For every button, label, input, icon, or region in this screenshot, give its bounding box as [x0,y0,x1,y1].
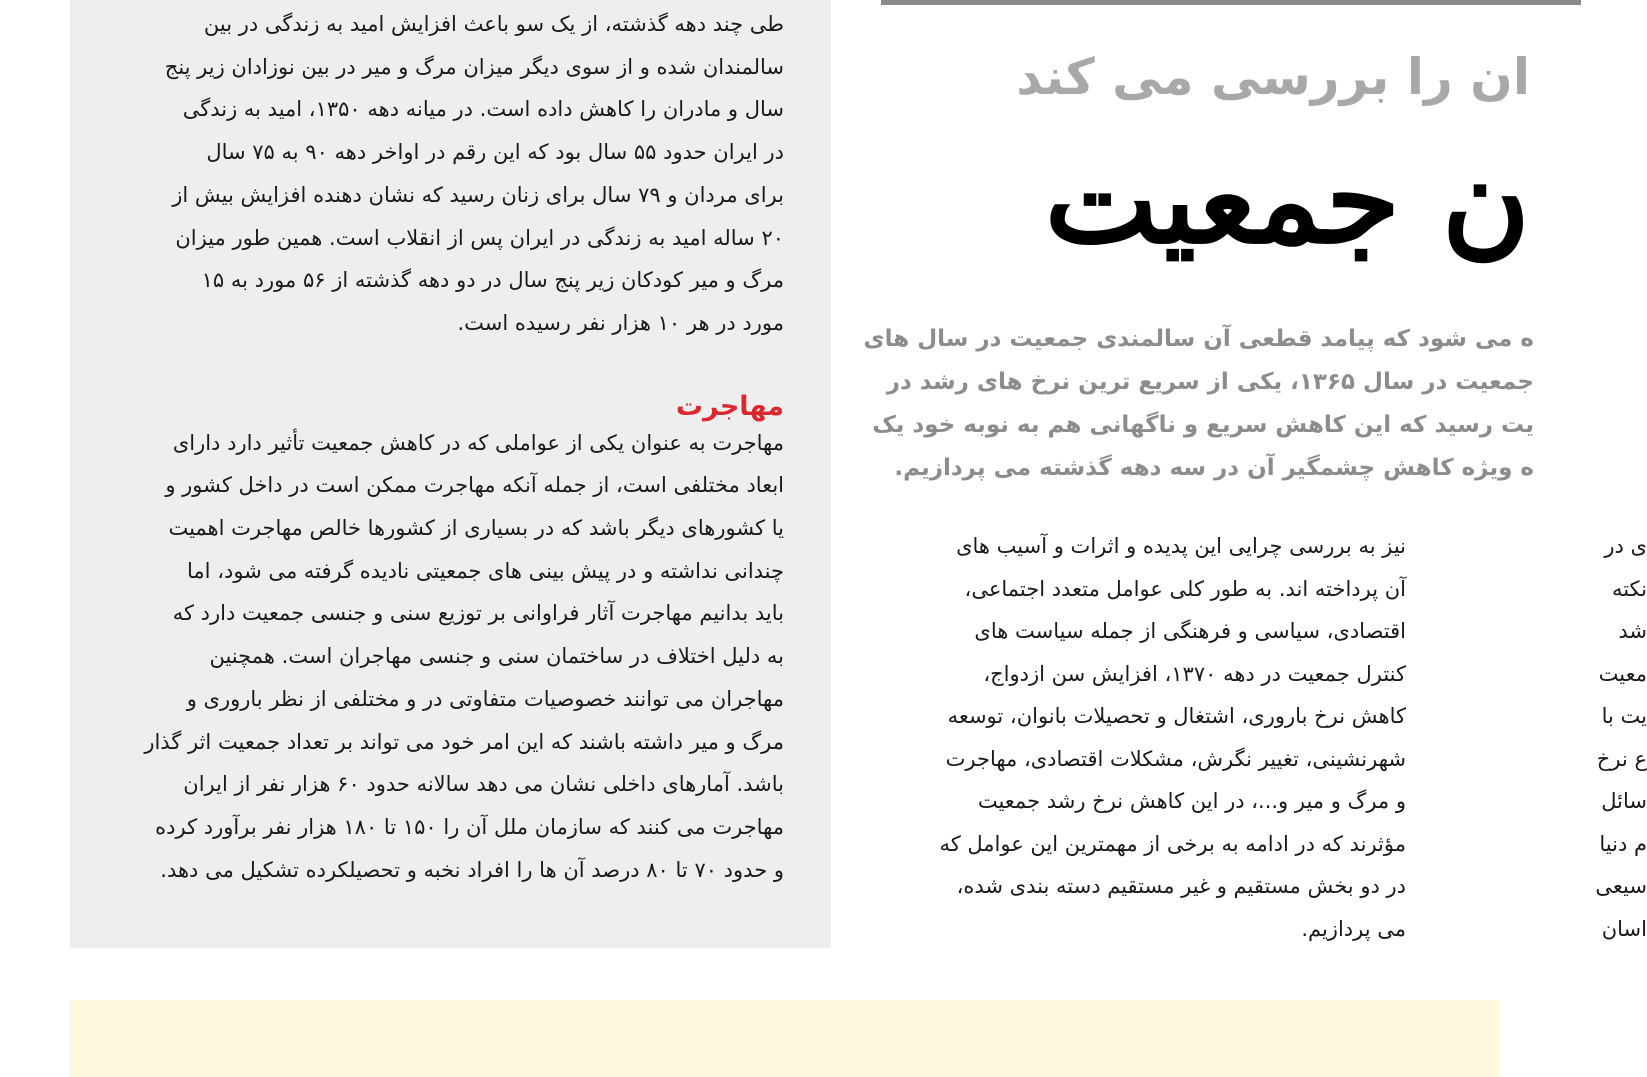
text-line: کنترل جمعیت در دهه ۱۳۷۰، افزایش سن ازدواج، [983,661,1406,686]
text-line: مهاجران می توانند خصوصیات متفاوتی در و مختلفی از نظر باروری و [186,686,784,711]
text-line: در ایران حدود ۵۵ سال بود که این رقم در اواخر دهه ۹۰ به ۷۵ سال [206,140,784,165]
text-line: مهاجرت به عنوان یکی از عواملی که در کاهش جمعیت تأثیر دارد دارای [172,430,784,455]
text-line: به دلیل اختلاف در ساختمان سنی و جنسی مهاجران است. همچنین [209,644,784,669]
text-line: معیت [1598,661,1647,686]
lead-line: جمعیت در سال ۱۳۶۵، یکی از سریع ترین نرخ های رشد در [886,369,1534,395]
sidebar-text-column [122,0,784,891]
text-line: نکته [1611,576,1647,601]
article-headline: ن جمعیت [1044,130,1530,271]
migration-paragraph [122,422,784,892]
text-line: ع نرخ [1596,746,1647,771]
text-line: م دنیا [1599,831,1647,856]
text-line: یت با [1601,704,1647,728]
text-line: و مرگ و میر و...، در این کاهش نرخ رشد جمعیت [977,789,1406,813]
text-line: مهاجرت می کنند که سازمان ملل آن را ۱۵۰ تا ۱۸۰ هزار نفر برآورد کرده [155,814,784,839]
lead-line: یت رسید که این کاهش سریع و ناگهانی هم به نوبه خود یک [872,412,1534,438]
text-line: در دو بخش مستقیم و غیر مستقیم دسته بندی شده، [956,874,1406,898]
text-line: و حدود ۷۰ تا ۸۰ درصد آن ها را افراد نخبه و تحصیلکرده تشکیل می دهد. [160,857,784,882]
text-line: ۲۰ ساله امید به زندگی در ایران پس از انقلاب است. همین طور میزان [175,225,784,250]
text-line: اقتصادی، سیاسی و فرهنگی از جمله سیاست های [974,619,1406,643]
text-line: اسان [1601,916,1647,941]
text-line: سائل [1601,789,1647,813]
text-line: یا کشورهای دیگر باشد که در بسیاری از کشورها خالص مهاجرت اهمیت [168,516,784,541]
text-line: مرگ و میر کودکان زیر پنج سال در دو دهه گذشته از ۵۶ مورد به ۱۵ [201,268,784,293]
text-line: باشد. آمارهای داخلی نشان می دهد سالانه حدود ۶۰ هزار نفر از ایران [183,772,784,797]
text-line: شهرنشینی، تغییر نگرش، مشکلات اقتصادی، مهاجرت [945,746,1406,771]
text-line: می پردازیم. [1301,916,1406,941]
text-line: نیز به بررسی چرایی این پدیده و اثرات و آسیب های [956,534,1406,558]
text-line: باید بدانیم مهاجرت آثار فراوانی بر توزیع سنی و جنسی جمعیت دارد که [172,601,784,626]
text-line: ی در [1604,534,1647,558]
intro-paragraph [122,3,784,345]
text-line: طی چند دهه گذشته، از یک سو باعث افزایش امید به زندگی در بین [203,12,784,36]
article-next-column [1447,525,1647,950]
text-line: سالمندان شده و از سوی دیگر میزان مرگ و میر در بین نوزادان زیر پنج [164,54,784,79]
text-line: برای مردان و ۷۹ سال برای زنان رسید که نشان دهنده افزایش بیش از [172,182,784,207]
article-kicker: ان را بررسی می کند [1016,48,1530,106]
text-line: شد [1618,619,1647,643]
text-line: مرگ و میر داشته باشند که این امر خود می تواند بر تعداد جمعیت اثر گذار [144,729,784,754]
text-line: آن پرداخته اند. به طور کلی عوامل متعدد اجتماعی، [964,576,1406,601]
section-heading-migration: مهاجرت [675,390,784,422]
text-line: سیعی [1595,874,1647,898]
lead-line: ه می شود که پیامد قطعی آن سالمندی جمعیت در سال های [863,326,1534,352]
bottom-banner [70,1000,1500,1077]
text-line: کاهش نرخ باروری، اشتغال و تحصیلات بانوان، توسعه [947,704,1406,728]
lead-line: ه ویژه کاهش چشمگیر آن در سه دهه گذشته می پردازیم. [894,455,1534,481]
article-body-column [884,525,1406,950]
text-line: سال و مادران را کاهش داده است. در میانه دهه ۱۳۵۰، امید به زندگی [182,97,784,122]
article-lead [863,318,1534,490]
top-divider [881,0,1581,5]
text-line: مورد در هر ۱۰ هزار نفر رسیده است. [457,310,784,335]
text-line: ابعاد مختلفی است، از جمله آنکه مهاجرت ممکن است در داخل کشور و [165,473,784,498]
text-line: مؤثرند که در ادامه به برخی از مهمترین این عوامل که [939,831,1406,856]
text-line: چندانی نداشته و در پیش بینی های جمعیتی نادیده گرفته می شود، اما [187,558,784,583]
